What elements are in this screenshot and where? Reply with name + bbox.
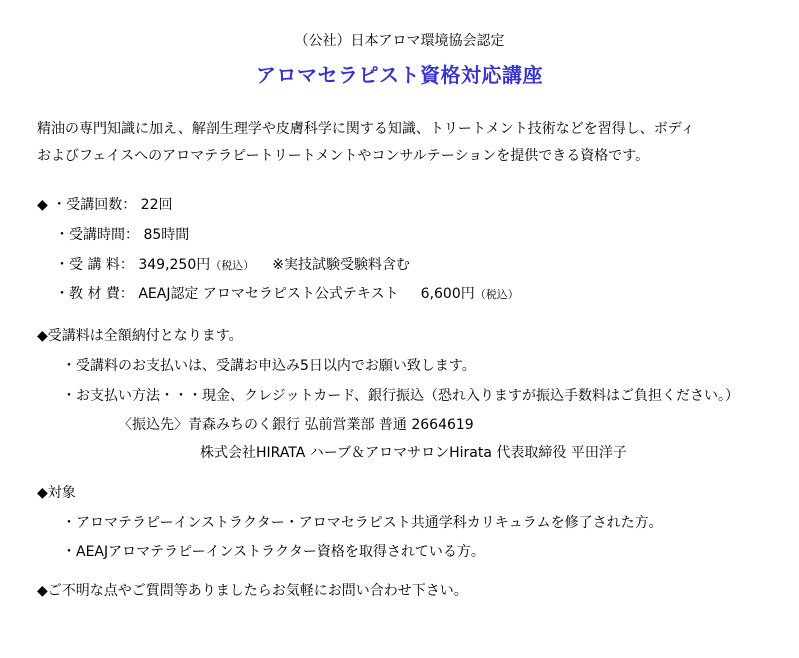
- payment-deadline: ・受講料のお支払いは、受講お申込み5日以内でお願い致します。: [62, 358, 476, 374]
- course-fee-tax: （税込）: [210, 259, 255, 272]
- target-item-2: ・AEAJアロマテラピーインストラクター資格を取得されている方。: [62, 544, 485, 560]
- account-holder: 株式会社HIRATA ハーブ＆アロマサロンHirata 代表取締役 平田洋子: [200, 445, 627, 461]
- course-title: アロマセラピスト資格対応講座: [256, 63, 543, 87]
- certification-subtitle: （公社）日本アロマ環境協会認定: [294, 33, 505, 49]
- course-sessions: ◆ ・受講回数： 22回: [37, 197, 173, 213]
- contact-note: ◆ご不明な点やご質問等ありましたらお気軽にお問い合わせ下さい。: [37, 583, 468, 599]
- payment-methods: ・お支払い方法・・・現金、クレジットカード、銀行振込（恐れ入りますが振込手数料はご負担ください。）: [62, 388, 739, 404]
- course-fee: [55, 255, 410, 276]
- target-item-1: ・アロマテラピーインストラクター・アロマセラピスト共通学科カリキュラムを修了された方。: [62, 515, 663, 531]
- payment-heading: ◆受講料は全額納付となります。: [37, 328, 243, 344]
- target-heading: ◆対象: [37, 485, 76, 501]
- textbook-tax: （税込）: [474, 288, 519, 301]
- textbook-price: 6,600円: [420, 286, 475, 302]
- course-hours: ・受講時間： 85時間: [55, 227, 190, 243]
- intro-line-2: およびフェイスへのアロマテラピートリートメントやコンサルテーションを提供できる資格です。: [37, 148, 650, 164]
- intro-line-1: 精油の専門知識に加え、解剖生理学や皮膚科学に関する知識、トリートメント技術などを習得し、ボディ: [37, 121, 695, 137]
- bank-account: 〈振込先〉青森みちのく銀行 弘前営業部 普通 2664619: [118, 417, 474, 433]
- textbook-label: ・教 材 費： AEAJ認定 アロマセラピスト公式テキスト: [55, 286, 399, 302]
- course-fee-note: ※実技試験受験料含む: [272, 257, 410, 273]
- course-textbook: [55, 284, 519, 305]
- course-fee-label: ・受 講 料： 349,250円: [55, 257, 211, 273]
